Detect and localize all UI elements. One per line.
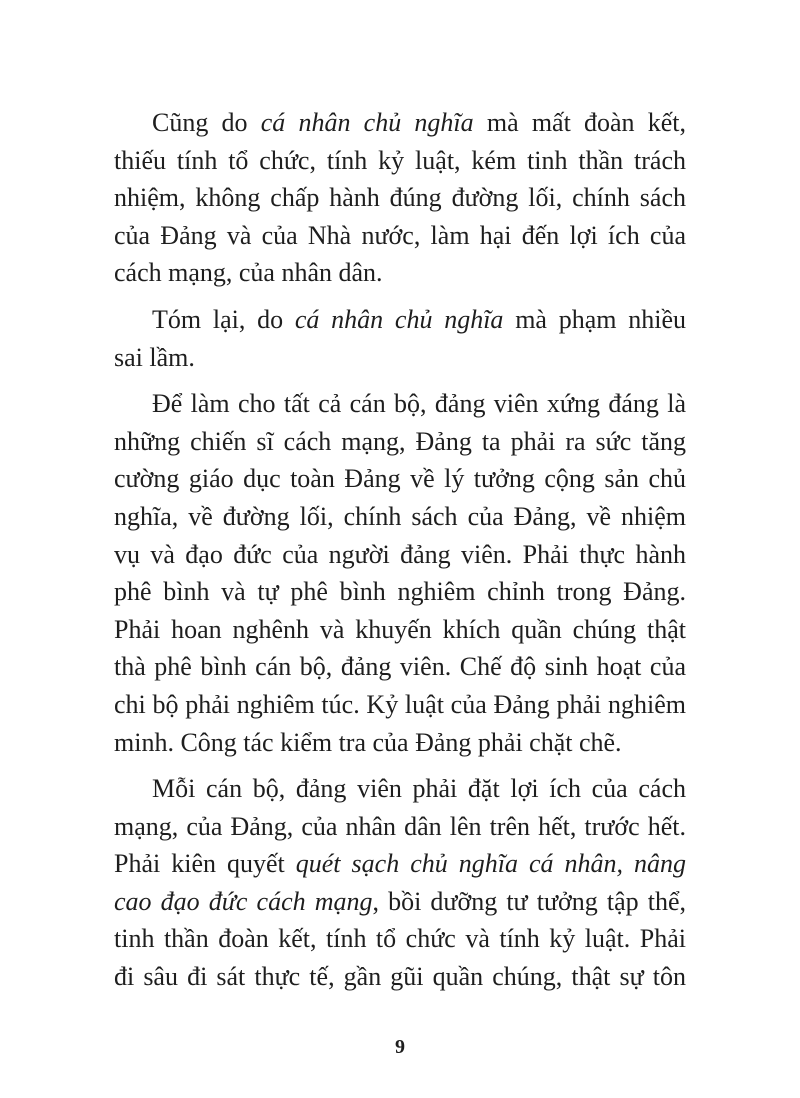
text-line (114, 179, 686, 217)
text-line (114, 385, 686, 423)
text-run: Để làm cho tất cả cán bộ, đảng viên xứng đáng là (152, 389, 686, 419)
text-line (114, 301, 686, 339)
text-run: Cũng do (152, 108, 261, 137)
paragraph-gap (114, 376, 686, 385)
text-run: mà phạm nhiều (503, 304, 686, 334)
text-run: mạng, của Đảng, của nhân dân lên trên hết, trước hết. (114, 811, 686, 841)
text-line (114, 845, 686, 883)
italic-emphasis: cá nhân chủ nghĩa (260, 108, 474, 137)
text-run: cách mạng, của nhân dân. (114, 258, 383, 288)
text-run: thà phê bình cán bộ, đảng viên. Chế độ sinh hoạt của (114, 652, 686, 682)
text-run: nhiệm, không chấp hành đúng đường lối, chính sách (114, 183, 686, 213)
text-line (114, 142, 686, 180)
text-line (114, 648, 686, 686)
text-run: mà mất đoàn kết, (473, 108, 687, 137)
text-run: thiếu tính tổ chức, tính kỷ luật, kém tinh thần trách (114, 145, 686, 175)
text-line (114, 808, 686, 846)
text-run: nghĩa, về đường lối, chính sách của Đảng, về nhiệm (114, 501, 686, 531)
text-line (114, 254, 686, 292)
italic-emphasis: cá nhân chủ nghĩa (294, 304, 504, 334)
text-line (114, 686, 686, 724)
text-run: vụ và đạo đức của người đảng viên. Phải thực hành (114, 539, 686, 569)
text-line (114, 958, 686, 996)
text-line (114, 920, 686, 958)
text-run: Tóm lại, do (152, 304, 295, 334)
text-line (114, 498, 686, 536)
italic-emphasis: quét sạch chủ nghĩa cá nhân, nâng (295, 849, 686, 879)
text-run: cường giáo dục toàn Đảng về lý tưởng cộng sản chủ (114, 464, 686, 494)
italic-emphasis: cao đạo đức cách mạng (114, 886, 373, 916)
text-run: Phải hoan nghênh và khuyến khích quần chúng thật (114, 614, 686, 644)
text-line (114, 104, 686, 142)
text-run: phê bình và tự phê bình nghiêm chỉnh trong Đảng. (114, 577, 686, 607)
text-line (114, 217, 686, 255)
text-run: của Đảng và của Nhà nước, làm hại đến lợi ích của (114, 220, 686, 250)
page-number: 9 (395, 1036, 405, 1058)
text-run: những chiến sĩ cách mạng, Đảng ta phải ra sức tăng (114, 426, 686, 456)
text-line (114, 536, 686, 574)
paragraph-gap (114, 292, 686, 301)
text-run: Phải kiên quyết (114, 849, 296, 879)
text-line (114, 339, 686, 377)
text-line (114, 883, 686, 921)
body-text (114, 104, 686, 996)
text-run: minh. Công tác kiểm tra của Đảng phải chặt chẽ. (114, 727, 622, 757)
text-line (114, 724, 686, 762)
text-run: Mỗi cán bộ, đảng viên phải đặt lợi ích của cách (152, 774, 686, 804)
text-run: tinh thần đoàn kết, tính tổ chức và tính kỷ luật. Phải (114, 924, 686, 954)
text-line (114, 611, 686, 649)
text-run: , bồi dưỡng tư tưởng tập thể, (372, 886, 686, 916)
text-line (114, 770, 686, 808)
text-run: chi bộ phải nghiêm túc. Kỷ luật của Đảng phải nghiêm (114, 689, 686, 719)
text-run: đi sâu đi sát thực tế, gần gũi quần chúng, thật sự tôn (114, 962, 686, 992)
text-line (114, 573, 686, 611)
text-run: sai lầm. (114, 342, 195, 372)
text-line (114, 460, 686, 498)
text-line (114, 423, 686, 461)
paragraph-gap (114, 761, 686, 770)
